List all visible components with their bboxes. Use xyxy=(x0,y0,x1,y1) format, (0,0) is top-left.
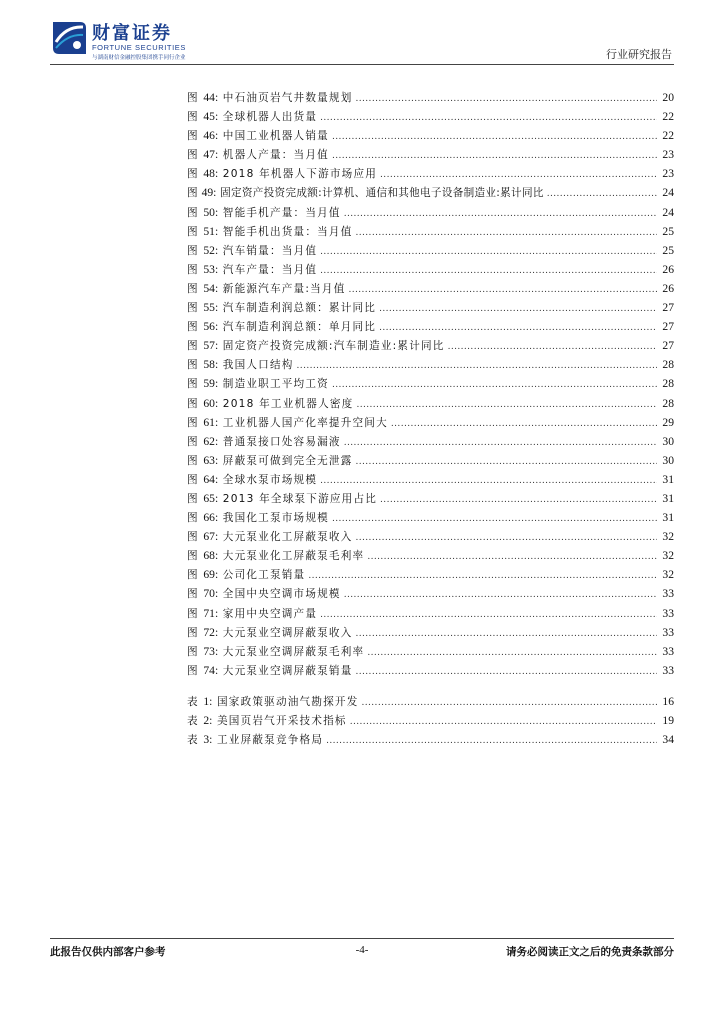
toc-number: 1: xyxy=(203,694,213,708)
toc-number: 58: xyxy=(203,358,219,372)
toc-leader xyxy=(367,548,657,567)
toc-title: 汽车销量：当月值 xyxy=(222,244,318,257)
toc-prefix: 图 xyxy=(187,531,199,544)
toc-leader xyxy=(332,376,657,395)
toc-leader xyxy=(320,109,657,128)
toc-title: 新能源汽车产量:当月值 xyxy=(222,282,346,295)
toc-entry-figure-55[interactable] xyxy=(187,298,674,317)
page-header xyxy=(0,0,724,70)
toc-leader xyxy=(320,243,657,262)
header-divider xyxy=(50,64,674,65)
toc-prefix: 图 xyxy=(187,664,199,677)
toc-leader xyxy=(547,185,657,204)
toc-entry-figure-66[interactable] xyxy=(187,508,674,527)
toc-prefix: 表 xyxy=(187,695,199,708)
toc-page: 33 xyxy=(662,587,674,601)
table-of-contents xyxy=(187,88,674,749)
toc-number: 57: xyxy=(203,339,219,353)
toc-prefix: 图 xyxy=(187,550,199,563)
toc-leader xyxy=(356,625,657,644)
toc-number: 3: xyxy=(203,733,213,747)
toc-entry-figure-72[interactable] xyxy=(187,623,674,642)
toc-entry-figure-68[interactable] xyxy=(187,546,674,565)
toc-title: 大元泵业空调屏蔽泵毛利率 xyxy=(222,645,365,658)
toc-entry-figure-49[interactable] xyxy=(187,183,674,202)
toc-number: 45: xyxy=(203,110,219,124)
toc-title: 全国中央空调市场规模 xyxy=(222,588,341,601)
toc-page: 33 xyxy=(662,625,674,639)
toc-title: 智能手机产量：当月值 xyxy=(222,206,341,219)
toc-page: 25 xyxy=(662,243,674,257)
toc-prefix: 图 xyxy=(187,244,199,257)
toc-number: 53: xyxy=(203,262,219,276)
toc-number: 55: xyxy=(203,301,219,315)
toc-leader xyxy=(356,453,657,472)
toc-title: 大元泵业化工屏蔽泵收入 xyxy=(222,531,353,544)
toc-leader xyxy=(320,606,657,625)
toc-number: 70: xyxy=(203,587,219,601)
toc-number: 69: xyxy=(203,568,219,582)
brand-name-en: FORTUNE SECURITIES xyxy=(92,43,187,52)
toc-entry-figure-52[interactable] xyxy=(187,241,674,260)
toc-number: 54: xyxy=(203,281,219,295)
toc-title: 汽车制造利润总额：累计同比 xyxy=(222,302,377,315)
toc-leader xyxy=(380,491,657,510)
toc-leader xyxy=(356,90,657,109)
toc-entry-figure-48[interactable] xyxy=(187,164,674,183)
toc-page: 33 xyxy=(662,663,674,677)
toc-entry-figure-69[interactable] xyxy=(187,565,674,584)
toc-page: 31 xyxy=(662,511,674,525)
toc-entry-figure-56[interactable] xyxy=(187,317,674,336)
toc-number: 50: xyxy=(203,205,219,219)
footer-disclaimer-left: 此报告仅供内部客户参考 xyxy=(50,946,166,958)
toc-entry-figure-64[interactable] xyxy=(187,470,674,489)
toc-number: 56: xyxy=(203,320,219,334)
toc-entry-figure-58[interactable] xyxy=(187,355,674,374)
figure-list xyxy=(187,88,674,680)
toc-leader xyxy=(356,663,657,682)
toc-title: 全球水泵市场规模 xyxy=(222,473,318,486)
toc-leader xyxy=(332,147,657,166)
toc-entry-figure-60[interactable] xyxy=(187,394,674,413)
toc-title: 家用中央空调产量 xyxy=(222,607,318,620)
toc-title: 工业机器人国产化率提升空间大 xyxy=(222,416,388,429)
toc-title: 美国页岩气开采技术指标 xyxy=(216,715,347,727)
toc-entry-figure-51[interactable] xyxy=(187,222,674,241)
toc-entry-figure-61[interactable] xyxy=(187,413,674,432)
toc-title: 智能手机出货量：当月值 xyxy=(222,225,353,238)
toc-prefix: 图 xyxy=(187,569,199,582)
toc-page: 27 xyxy=(662,301,674,315)
toc-title: 大元泵业化工屏蔽泵毛利率 xyxy=(222,550,365,563)
toc-page: 33 xyxy=(662,606,674,620)
toc-title: 国家政策驱动油气勘探开发 xyxy=(216,695,359,708)
toc-number: 62: xyxy=(203,434,219,448)
toc-leader xyxy=(356,224,657,243)
toc-entry-figure-45[interactable] xyxy=(187,107,674,126)
toc-leader xyxy=(362,694,657,713)
toc-entry-figure-54[interactable] xyxy=(187,279,674,298)
toc-leader xyxy=(391,415,657,434)
toc-entry-figure-74[interactable] xyxy=(187,661,674,680)
toc-number: 65: xyxy=(203,491,219,505)
toc-leader xyxy=(332,128,657,147)
toc-prefix: 图 xyxy=(187,130,199,143)
toc-entry-figure-47[interactable] xyxy=(187,145,674,164)
toc-page: 20 xyxy=(662,91,674,104)
toc-number: 52: xyxy=(203,243,219,257)
toc-page: 22 xyxy=(662,110,674,124)
toc-leader xyxy=(344,586,657,605)
toc-number: 48: xyxy=(203,167,219,181)
toc-title: 全球机器人出货量 xyxy=(222,111,318,124)
toc-page: 32 xyxy=(662,549,674,563)
toc-entry-figure-59[interactable] xyxy=(187,374,674,393)
toc-entry-figure-71[interactable] xyxy=(187,604,674,623)
toc-number: 66: xyxy=(203,511,219,525)
toc-title: 2018 年工业机器人密度 xyxy=(222,397,354,410)
toc-prefix: 图 xyxy=(187,263,199,276)
footer-disclaimer-right: 请务必阅读正文之后的免责条款部分 xyxy=(506,946,674,958)
toc-leader xyxy=(344,434,657,453)
toc-prefix: 图 xyxy=(187,111,199,124)
toc-number: 68: xyxy=(203,549,219,563)
toc-title: 2018 年机器人下游市场应用 xyxy=(222,168,378,181)
toc-title: 普通泵接口处容易漏液 xyxy=(222,435,341,448)
toc-prefix: 图 xyxy=(187,378,199,391)
toc-leader xyxy=(367,644,657,663)
toc-page: 29 xyxy=(662,415,674,429)
toc-number: 60: xyxy=(203,396,219,410)
toc-prefix: 图 xyxy=(187,626,199,639)
toc-entry-figure-70[interactable] xyxy=(187,584,674,603)
toc-prefix: 图 xyxy=(187,588,199,601)
toc-title: 我国化工泵市场规模 xyxy=(222,512,329,525)
toc-number: 67: xyxy=(203,530,219,544)
toc-title: 屏蔽泵可做到完全无泄露 xyxy=(222,454,353,467)
toc-prefix: 图 xyxy=(187,168,199,181)
toc-page: 28 xyxy=(662,358,674,372)
toc-entry-figure-65[interactable] xyxy=(187,489,674,508)
toc-page: 28 xyxy=(662,396,674,410)
toc-title: 大元泵业空调屏蔽泵销量 xyxy=(222,664,353,677)
toc-number: 44: xyxy=(203,91,219,104)
toc-page: 22 xyxy=(662,129,674,143)
toc-prefix: 图 xyxy=(187,92,199,104)
toc-leader xyxy=(344,205,657,224)
toc-page: 27 xyxy=(662,320,674,334)
toc-title: 固定资产投资完成额:汽车制造业:累计同比 xyxy=(222,340,445,353)
toc-entry-table-3[interactable] xyxy=(187,730,674,749)
toc-number: 63: xyxy=(203,453,219,467)
toc-page: 30 xyxy=(662,434,674,448)
toc-entry-figure-73[interactable] xyxy=(187,642,674,661)
toc-entry-figure-57[interactable] xyxy=(187,336,674,355)
toc-prefix: 图 xyxy=(187,149,199,162)
toc-number: 47: xyxy=(203,148,219,162)
toc-page: 31 xyxy=(662,472,674,486)
toc-number: 64: xyxy=(203,472,219,486)
brand-slogan: 与湖南财信金融控股集团携手同行企业 xyxy=(92,55,186,61)
toc-prefix: 表 xyxy=(187,715,199,727)
toc-title: 中国工业机器人销量 xyxy=(222,130,329,143)
toc-leader xyxy=(349,281,658,300)
toc-number: 71: xyxy=(203,606,219,620)
toc-page: 26 xyxy=(662,262,674,276)
toc-entry-figure-67[interactable] xyxy=(187,527,674,546)
toc-prefix: 图 xyxy=(187,302,199,315)
toc-prefix: 图 xyxy=(187,321,199,334)
table-list xyxy=(187,692,674,749)
toc-entry-table-2[interactable] xyxy=(187,711,674,730)
toc-title: 大元泵业空调屏蔽泵收入 xyxy=(222,626,353,639)
toc-title: 汽车产量：当月值 xyxy=(222,263,318,276)
toc-page: 32 xyxy=(662,530,674,544)
page-number: -4- xyxy=(355,944,369,956)
toc-entry-table-1[interactable] xyxy=(187,692,674,711)
toc-page: 24 xyxy=(662,186,674,200)
toc-prefix: 图 xyxy=(187,435,199,448)
toc-entry-figure-62[interactable] xyxy=(187,432,674,451)
toc-prefix: 图 xyxy=(187,492,199,505)
toc-entry-figure-44[interactable] xyxy=(187,88,674,107)
toc-page: 27 xyxy=(662,339,674,353)
toc-prefix: 图 xyxy=(187,607,199,620)
toc-number: 2: xyxy=(203,714,213,727)
toc-prefix: 图 xyxy=(187,397,199,410)
toc-number: 51: xyxy=(203,224,219,238)
toc-prefix: 图 xyxy=(187,473,199,486)
toc-number: 72: xyxy=(203,625,219,639)
toc-leader xyxy=(379,300,657,319)
toc-title: 我国人口结构 xyxy=(222,359,294,372)
toc-prefix: 图 xyxy=(187,454,199,467)
brand-logo xyxy=(50,18,200,62)
toc-page: 32 xyxy=(662,568,674,582)
toc-prefix: 图 xyxy=(187,645,199,658)
toc-prefix: 图 xyxy=(187,340,199,353)
toc-page: 30 xyxy=(662,453,674,467)
toc-leader xyxy=(297,357,657,376)
toc-leader xyxy=(350,713,657,732)
toc-prefix: 图 xyxy=(187,225,199,238)
toc-entry-figure-53[interactable] xyxy=(187,260,674,279)
toc-number: 46: xyxy=(203,129,219,143)
toc-page: 34 xyxy=(662,733,674,747)
toc-title: 固定资产投资完成额:计算机、通信和其他电子设备制造业:累计同比 xyxy=(220,187,544,200)
toc-entry-figure-63[interactable] xyxy=(187,451,674,470)
toc-prefix: 表 xyxy=(187,734,199,747)
fortune-logo-icon xyxy=(50,18,88,58)
toc-prefix: 图 xyxy=(187,282,199,295)
toc-number: 74: xyxy=(203,663,219,677)
toc-leader xyxy=(356,396,657,415)
toc-page: 25 xyxy=(662,224,674,238)
toc-number: 73: xyxy=(203,644,219,658)
toc-prefix: 图 xyxy=(187,512,199,525)
toc-page: 16 xyxy=(662,694,674,708)
toc-number: 61: xyxy=(203,415,219,429)
toc-title: 工业屏蔽泵竞争格局 xyxy=(216,734,324,747)
brand-name-cn: 财富证券 xyxy=(92,23,172,44)
toc-leader xyxy=(356,529,657,548)
toc-page: 19 xyxy=(662,714,674,727)
toc-prefix: 图 xyxy=(187,359,199,372)
toc-page: 26 xyxy=(662,281,674,295)
toc-page: 33 xyxy=(662,644,674,658)
toc-title: 公司化工泵销量 xyxy=(222,569,306,582)
toc-leader xyxy=(320,262,657,281)
toc-title: 2013 年全球泵下游应用占比 xyxy=(222,492,378,505)
toc-prefix: 图 xyxy=(187,187,198,200)
toc-page: 24 xyxy=(662,205,674,219)
toc-title: 汽车制造利润总额：单月同比 xyxy=(222,321,377,334)
toc-entry-figure-46[interactable] xyxy=(187,126,674,145)
toc-title: 中石油页岩气井数量规划 xyxy=(222,92,353,104)
toc-page: 23 xyxy=(662,148,674,162)
toc-entry-figure-50[interactable] xyxy=(187,203,674,222)
toc-leader xyxy=(332,510,657,529)
toc-title: 制造业职工平均工资 xyxy=(222,378,329,391)
toc-page: 28 xyxy=(662,377,674,391)
toc-leader xyxy=(448,338,657,357)
toc-prefix: 图 xyxy=(187,416,199,429)
toc-number: 59: xyxy=(203,377,219,391)
footer-divider xyxy=(50,938,674,939)
toc-leader xyxy=(326,732,657,751)
toc-leader xyxy=(308,567,657,586)
toc-prefix: 图 xyxy=(187,206,199,219)
toc-title: 机器人产量：当月值 xyxy=(222,149,329,162)
toc-number: 49: xyxy=(201,186,217,200)
toc-page: 23 xyxy=(662,167,674,181)
toc-page: 31 xyxy=(662,491,674,505)
report-type: 行业研究报告 xyxy=(606,48,672,61)
